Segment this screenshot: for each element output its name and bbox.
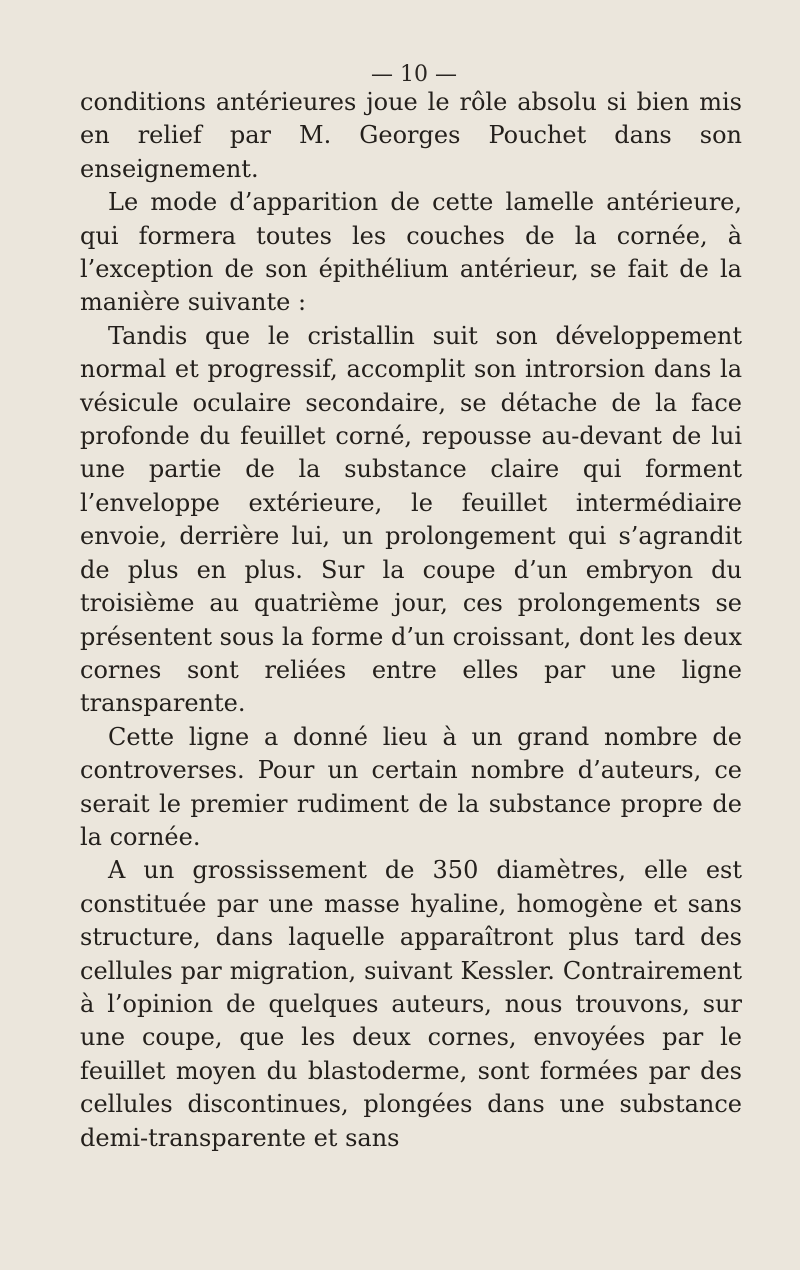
paragraph-5: A un grossissement de 350 diamètres, elle est constituée par une masse hyaline, homogène et sans structure, dans laquelle apparaîtront plus tard des cellules par migration, suivant Kessler. Contrairement à l’opinion de quelques auteurs, nous trouvons, sur une coupe, que les deux cornes, envoyées par le feuillet moyen du blastoderme, sont formées par des cellules discontinues, plongées dans une substance demi-transparente et sans: [80, 856, 742, 1152]
paragraph-3: Tandis que le cristallin suit son développement normal et progressif, accomplit son introrsion dans la vésicule oculaire secondaire, se détache de la face profonde du feuillet corné, repousse au-devant de lui une partie de la substance claire qui forment l’enveloppe extérieure, le feuillet intermédiaire envoie, derrière lui, un prolongement qui s’agrandit de plus en plus. Sur la coupe d’un embryon du troisième au quatrième jour, ces prolongements se présentent sous la forme d’un croissant, dont les deux cornes sont reliées entre elles par une ligne transparente.: [80, 321, 742, 718]
paragraph-2: Le mode d’apparition de cette lamelle antérieure, qui formera toutes les couches de la cornée, à l’exception de son épithélium antérieur, se fait de la manière suivante :: [80, 188, 742, 317]
body-text: [80, 86, 742, 1155]
paragraph-1: conditions antérieures joue le rôle absolu si bien mis en relief par M. Georges Pouchet dans son enseignement.: [80, 88, 742, 183]
paragraph-4: Cette ligne a donné lieu à un grand nombre de controverses. Pour un certain nombre d’auteurs, ce serait le premier rudiment de la substance propre de la cornée.: [80, 722, 742, 851]
page-number: — 10 —: [371, 62, 457, 87]
